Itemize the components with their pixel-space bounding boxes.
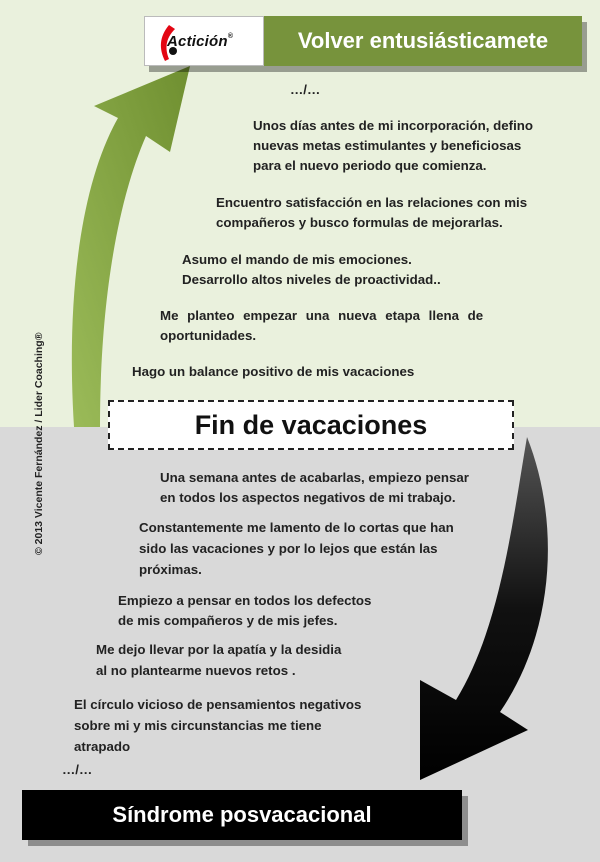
bottom-line-10: El círculo vicioso de pensamientos negativos bbox=[74, 697, 362, 712]
bottom-line-9: al no plantearme nuevos retos . bbox=[96, 663, 296, 678]
bottom-line-3: Constantemente me lamento de lo cortas que han bbox=[139, 520, 454, 535]
copyright-text: © 2013 Vicente Fernández / Lider Coaching® bbox=[33, 332, 45, 555]
top-ellipsis: …/… bbox=[290, 82, 321, 97]
top-line-9: oportunidades. bbox=[160, 328, 257, 343]
bottom-line-8: Me dejo llevar por la apatía y la desidia bbox=[96, 642, 342, 657]
bottom-line-7: de mis compañeros y de mis jefes. bbox=[118, 613, 338, 628]
bottom-line-2: en todos los aspectos negativos de mi trabajo. bbox=[160, 490, 456, 505]
top-line-3: para el nuevo periodo que comienza. bbox=[253, 158, 487, 173]
bottom-line-4: sido las vacaciones y por lo lejos que están las bbox=[139, 541, 438, 556]
bottom-ellipsis: …/… bbox=[62, 762, 93, 777]
bottom-line-5: próximas. bbox=[139, 562, 202, 577]
top-line-1: Unos días antes de mi incorporación, defino bbox=[253, 118, 534, 133]
top-line-4: Encuentro satisfacción en las relaciones con mis bbox=[216, 195, 528, 210]
top-line-10: Hago un balance positivo de mis vacaciones bbox=[132, 364, 415, 379]
top-line-8: Me planteo empezar una nueva etapa llena de bbox=[160, 308, 484, 323]
bottom-line-6: Empiezo a pensar en todos los defectos bbox=[118, 593, 372, 608]
bottom-line-12: atrapado bbox=[74, 739, 131, 754]
header-title: Volver entusiásticamete bbox=[264, 16, 582, 66]
logo bbox=[144, 16, 264, 66]
top-line-6: Asumo el mando de mis emociones. bbox=[182, 252, 412, 267]
bottom-line-11: sobre mi y mis circunstancias me tiene bbox=[74, 718, 322, 733]
sindrome-posvacacional-box: Síndrome posvacacional bbox=[22, 790, 462, 840]
top-line-5: compañeros y busco formulas de mejorarlas. bbox=[216, 215, 503, 230]
fin-de-vacaciones-box: Fin de vacaciones bbox=[108, 400, 514, 450]
top-line-2: nuevas metas estimulantes y beneficiosas bbox=[253, 138, 522, 153]
header-banner bbox=[144, 16, 582, 66]
logo-text: Actición® bbox=[167, 33, 234, 50]
bottom-line-1: Una semana antes de acabarlas, empiezo pensar bbox=[160, 470, 469, 485]
top-line-7: Desarrollo altos niveles de proactividad.. bbox=[182, 272, 441, 287]
